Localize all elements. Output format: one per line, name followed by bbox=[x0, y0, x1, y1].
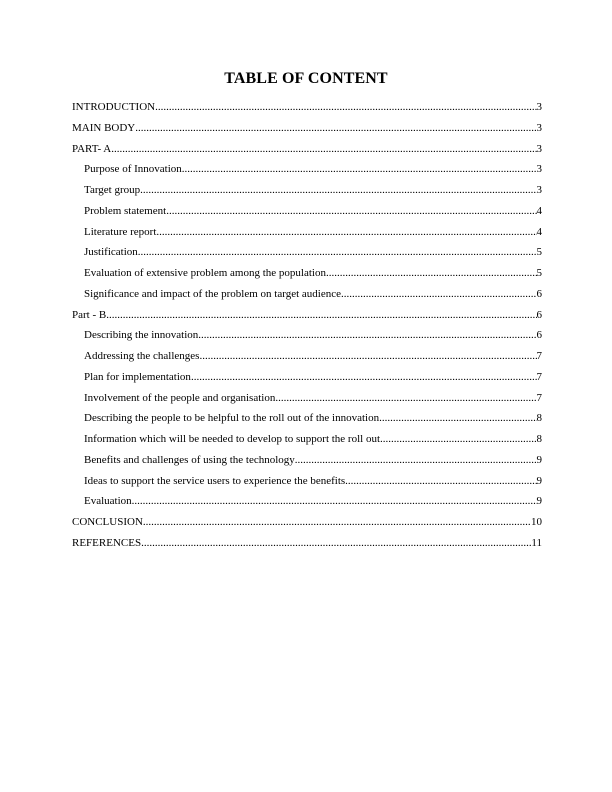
toc-entry-label: Involvement of the people and organisation bbox=[84, 391, 276, 404]
toc-entry-page-number: 8 bbox=[536, 412, 542, 425]
dot-leader bbox=[275, 388, 536, 409]
toc-entry-page-number: 7 bbox=[536, 370, 542, 383]
toc-entry-page-number: 4 bbox=[536, 225, 542, 238]
toc-entry-label: Justification bbox=[84, 246, 138, 259]
toc-entry[interactable] bbox=[72, 139, 542, 160]
toc-entry-page-number: 6 bbox=[536, 308, 542, 321]
toc-entry[interactable] bbox=[72, 367, 542, 388]
toc-entry-page-number: 3 bbox=[536, 121, 542, 134]
dot-leader bbox=[326, 263, 537, 284]
toc-entry-label: Describing the innovation bbox=[84, 329, 199, 342]
dot-leader bbox=[143, 512, 531, 533]
toc-entry[interactable] bbox=[72, 512, 542, 533]
dot-leader bbox=[191, 367, 537, 388]
toc-entry-label: Target group bbox=[84, 184, 141, 196]
dot-leader bbox=[379, 408, 536, 429]
toc-entry[interactable] bbox=[72, 222, 542, 243]
dot-leader bbox=[166, 201, 536, 222]
toc-entry-page-number: 9 bbox=[536, 474, 542, 487]
dot-leader bbox=[140, 180, 536, 201]
dot-leader bbox=[345, 471, 536, 492]
toc-entry-page-number: 11 bbox=[531, 536, 542, 549]
toc-entry-page-number: 6 bbox=[536, 287, 542, 300]
toc-entry[interactable] bbox=[72, 491, 542, 512]
toc-entry[interactable] bbox=[72, 118, 542, 139]
dot-leader bbox=[156, 222, 536, 243]
toc-entry-page-number: 3 bbox=[536, 184, 542, 196]
toc-entry-page-number: 5 bbox=[536, 267, 542, 279]
toc-entry[interactable] bbox=[72, 325, 542, 346]
toc-entry-label: REFERENCES bbox=[72, 536, 142, 549]
toc-entry-label: Evaluation bbox=[84, 495, 132, 508]
toc-entry-label: Information which will be needed to develop to support the roll out bbox=[84, 433, 381, 445]
toc-entry-label: Benefits and challenges of using the technology bbox=[84, 453, 295, 466]
toc-entry-label: Significance and impact of the problem on target audience bbox=[84, 287, 341, 300]
toc-entry-page-number: 8 bbox=[536, 433, 542, 445]
dot-leader bbox=[198, 325, 536, 346]
toc-entry-label: Purpose of Innovation bbox=[84, 163, 182, 176]
toc-entry[interactable] bbox=[72, 284, 542, 305]
toc-entry[interactable] bbox=[72, 201, 542, 222]
toc-entry-label: MAIN BODY bbox=[72, 121, 136, 134]
dot-leader bbox=[141, 533, 531, 554]
toc-entry-page-number: 6 bbox=[536, 329, 542, 342]
toc-entry-label: CONCLUSION bbox=[72, 516, 143, 528]
dot-leader bbox=[155, 97, 536, 118]
toc-entry[interactable] bbox=[72, 408, 542, 429]
toc-entry-label: Addressing the challenges bbox=[84, 350, 200, 362]
toc-entry-page-number: 3 bbox=[536, 142, 542, 155]
dot-leader bbox=[199, 346, 536, 367]
toc-entry[interactable] bbox=[72, 429, 542, 450]
toc-entry[interactable] bbox=[72, 471, 542, 492]
toc-entry-page-number: 10 bbox=[531, 516, 542, 528]
toc-entry-label: Literature report bbox=[84, 225, 157, 238]
dot-leader bbox=[132, 491, 537, 512]
toc-entry[interactable] bbox=[72, 388, 542, 409]
toc-entry-page-number: 7 bbox=[536, 350, 542, 362]
toc-entry[interactable] bbox=[72, 263, 542, 284]
toc-entry-label: Problem statement bbox=[84, 204, 167, 217]
toc-entry[interactable] bbox=[72, 533, 542, 554]
toc-list bbox=[72, 97, 542, 554]
toc-entry-label: Evaluation of extensive problem among the population bbox=[84, 267, 326, 279]
toc-entry-page-number: 4 bbox=[536, 204, 542, 217]
toc-entry-label: Plan for implementation bbox=[84, 370, 191, 383]
toc-entry[interactable] bbox=[72, 97, 542, 118]
toc-entry-label: Describing the people to be helpful to the roll out of the innovation bbox=[84, 412, 380, 425]
toc-entry-page-number: 3 bbox=[536, 101, 542, 113]
toc-entry[interactable] bbox=[72, 242, 542, 263]
dot-leader bbox=[135, 118, 536, 139]
toc-entry[interactable] bbox=[72, 346, 542, 367]
toc-entry[interactable] bbox=[72, 159, 542, 180]
toc-entry-page-number: 9 bbox=[536, 495, 542, 508]
toc-entry-page-number: 7 bbox=[536, 391, 542, 404]
dot-leader bbox=[111, 139, 536, 160]
toc-entry-label: PART- A bbox=[72, 142, 112, 155]
dot-leader bbox=[182, 159, 537, 180]
dot-leader bbox=[295, 450, 537, 471]
toc-entry[interactable] bbox=[72, 450, 542, 471]
toc-entry[interactable] bbox=[72, 305, 542, 326]
dot-leader bbox=[341, 284, 537, 305]
toc-entry-page-number: 3 bbox=[536, 163, 542, 176]
toc-entry[interactable] bbox=[72, 180, 542, 201]
toc-entry-label: Ideas to support the service users to experience the benefits bbox=[84, 474, 346, 487]
dot-leader bbox=[380, 429, 536, 450]
toc-entry-label: Part - B bbox=[72, 308, 107, 321]
dot-leader bbox=[138, 242, 537, 263]
dot-leader bbox=[106, 305, 536, 326]
toc-entry-label: INTRODUCTION bbox=[72, 101, 156, 113]
toc-title: TABLE OF CONTENT bbox=[224, 70, 388, 87]
toc-entry-page-number: 5 bbox=[536, 246, 542, 259]
toc-entry-page-number: 9 bbox=[536, 453, 542, 466]
